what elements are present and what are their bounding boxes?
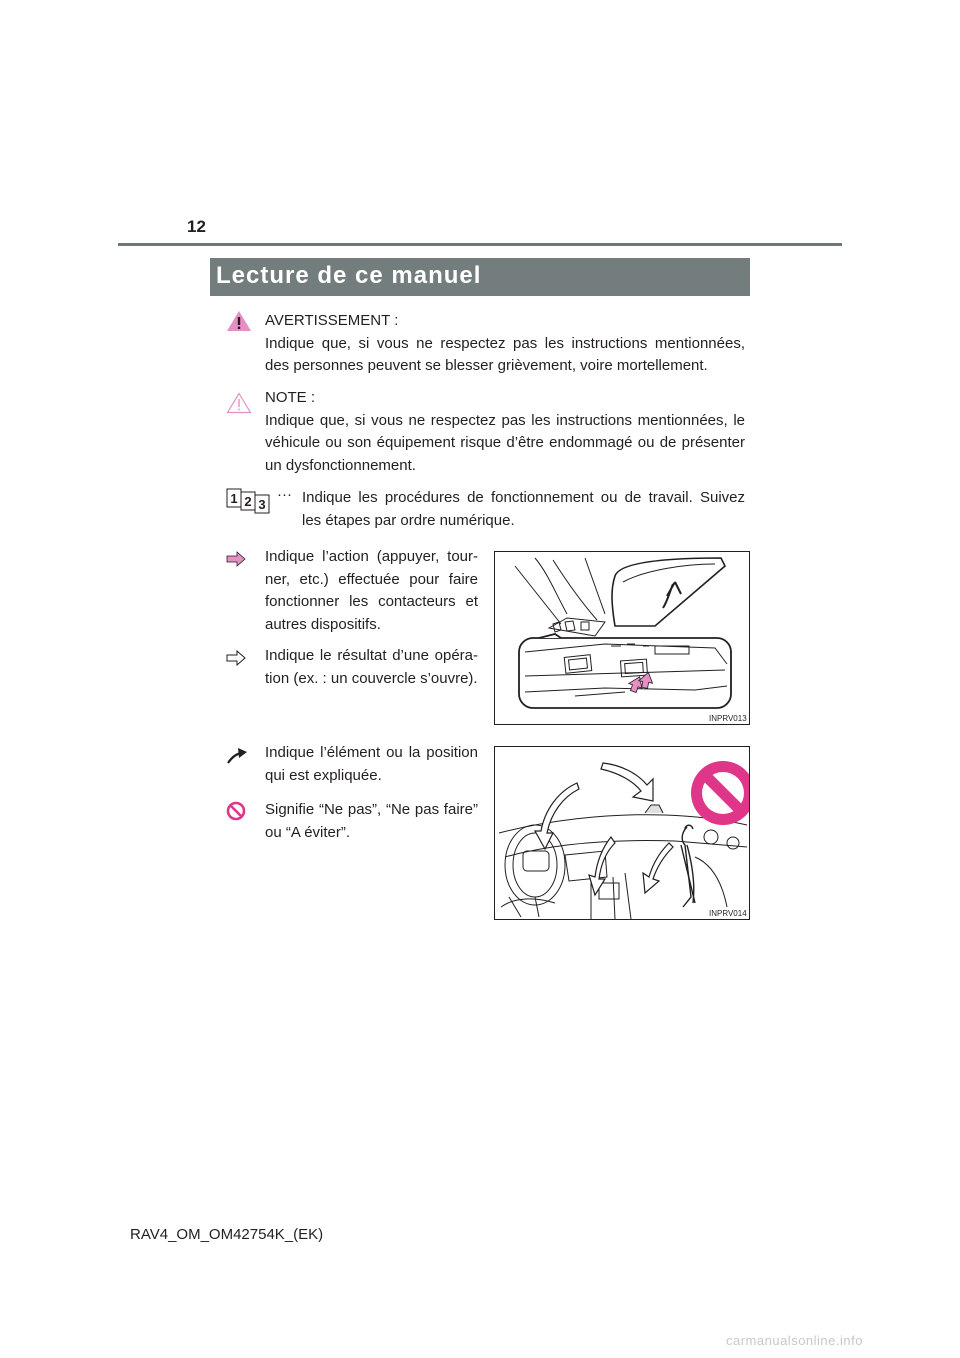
notice-line: un dysfonctionnement.	[265, 456, 416, 474]
curved-pointer-arrow-icon	[226, 747, 248, 765]
result-text	[265, 645, 478, 690]
steps-text	[302, 487, 745, 532]
sunroof-switch-illustration	[495, 552, 750, 725]
notice-label: NOTE :	[265, 389, 316, 406]
notice-line: véhicule ou son équipement risque d’être endommagé ou de présenter	[265, 434, 745, 451]
action-line: Indique l’action (appuyer, tour-	[265, 548, 478, 565]
pointer-text	[265, 742, 478, 787]
figure-sunroof-switch	[494, 551, 750, 725]
steps-ellipsis: ···	[277, 486, 292, 503]
prohibited-line: Signifie “Ne pas”, “Ne pas faire”	[265, 801, 478, 818]
steps-line: les étapes par ordre numérique.	[302, 511, 515, 529]
notice-text	[265, 387, 745, 477]
document-code: RAV4_OM_OM42754K_(EK)	[130, 1226, 324, 1243]
pointer-line: qui est expliquée.	[265, 766, 382, 784]
warning-triangle-outline-icon	[226, 392, 252, 414]
steps-line: Indique les procédures de fonctionnement ou de travail. Suivez	[302, 489, 745, 506]
numbered-steps-icon	[226, 488, 274, 514]
prohibited-text	[265, 799, 478, 844]
action-line: ner, etc.) effectuée pour faire	[265, 570, 478, 588]
result-line: tion (ex. : un couvercle s’ouvre).	[265, 669, 478, 687]
result-line: Indique le résultat d’une opéra-	[265, 647, 478, 664]
figure-dashboard	[494, 746, 750, 920]
action-line: autres dispositifs.	[265, 615, 381, 633]
warning-line: des personnes peuvent se blesser grièvement, voire mortellement.	[265, 357, 708, 374]
step-number-2: 2	[244, 494, 252, 509]
pink-arrow-icon	[226, 551, 246, 567]
figure-code: INPRV013	[709, 714, 747, 723]
prohibited-icon	[226, 801, 246, 821]
figure-code: INPRV014	[709, 909, 747, 918]
warning-line: Indique que, si vous ne respectez pas les instructions mentionnées,	[265, 334, 745, 352]
notice-line: Indique que, si vous ne respectez pas les instructions mentionnées, le	[265, 411, 745, 429]
warning-label: AVERTISSEMENT :	[265, 312, 399, 329]
step-number-1: 1	[230, 491, 238, 506]
dashboard-illustration	[495, 747, 750, 920]
warning-triangle-filled-icon	[226, 310, 252, 332]
header-rule	[118, 243, 842, 246]
pointer-line: Indique l’élément ou la position	[265, 744, 478, 761]
warning-text	[265, 310, 745, 378]
action-text	[265, 546, 478, 636]
step-number-3: 3	[258, 497, 266, 512]
page-number: 12	[187, 217, 206, 236]
action-line: fonctionner les contacteurs et	[265, 593, 478, 610]
prohibited-line: ou “A éviter”.	[265, 823, 351, 841]
outline-arrow-icon	[226, 650, 246, 666]
watermark: carmanualsonline.info	[726, 1333, 863, 1348]
section-title: Lecture de ce manuel	[210, 258, 750, 296]
